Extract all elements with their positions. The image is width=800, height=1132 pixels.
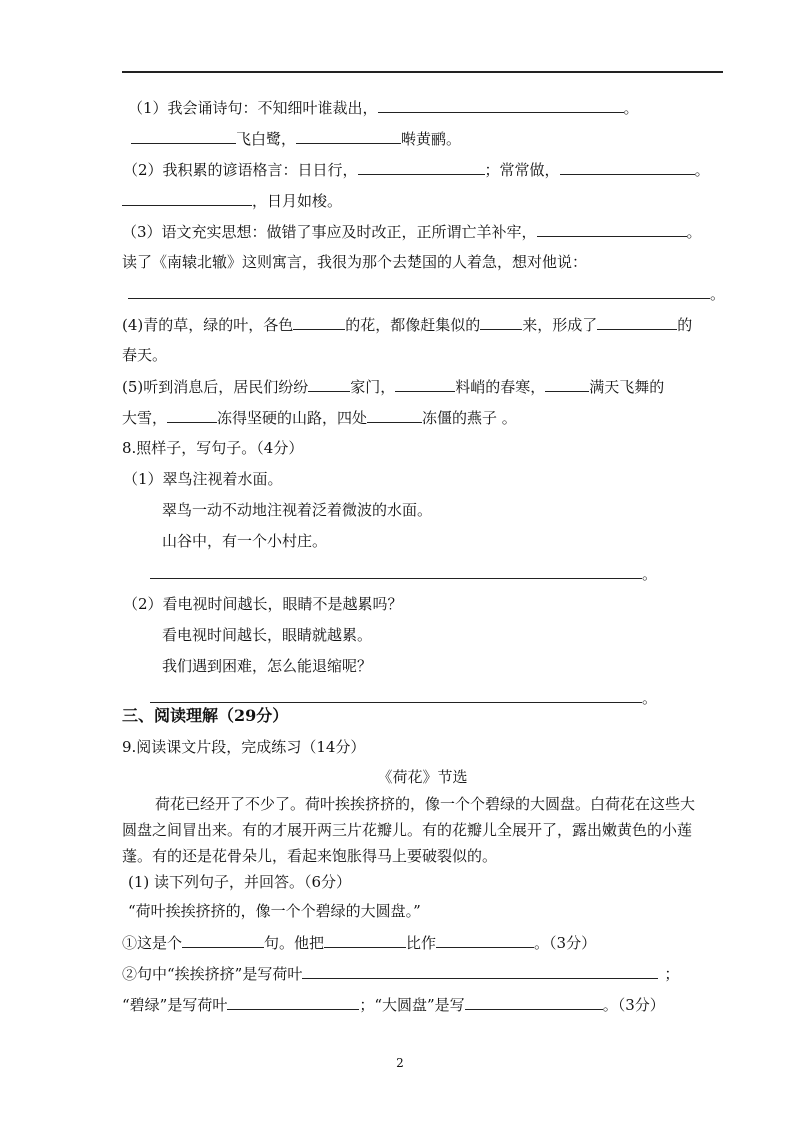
q7-line-3: （2）我积累的谚语格言：日日行， ；常常做， 。 (123, 161, 710, 179)
passage-line: 圆盘之间冒出来。有的才展开两三片花瓣儿。有的花瓣儿全展开了，露出嫩黄色的小莲 (122, 821, 693, 839)
q8-sentence-1: （1）翠鸟注视着水面。 (123, 470, 283, 488)
section-heading: 三、阅读理解（29分） (122, 706, 289, 725)
q9-answer-2: ②句中“挨挨挤挤”是写荷叶 ； (122, 965, 680, 983)
answer-blank[interactable] (302, 963, 658, 979)
answer-blank[interactable] (560, 159, 695, 175)
q8-example-2: 看电视时间越长，眼睛就越累。 (162, 626, 373, 644)
page-number: 2 (396, 1056, 404, 1070)
answer-blank[interactable] (122, 190, 252, 206)
q8-sentence-2: （2）看电视时间越长，眼睛不是越累吗？ (123, 595, 403, 613)
passage-title: 《荷花》节选 (377, 768, 468, 786)
q8-title: 8.照样子，写句子。（4分） (122, 439, 304, 457)
answer-blank[interactable] (545, 376, 589, 392)
answer-blank[interactable] (128, 283, 710, 299)
header-rule (122, 71, 723, 73)
answer-blank[interactable] (436, 932, 534, 948)
q7-line-2: 飞白鹭， 啭黄鹂。 (131, 128, 461, 149)
answer-blank[interactable] (308, 376, 350, 392)
answer-blank[interactable] (150, 563, 642, 579)
q7-line-6: 读了《南辕北辙》这则寓言，我很为那个去楚国的人着急，想对他说： (122, 253, 588, 271)
q9-answer-1: ①这是个 句。他把 比作 。（3分） (122, 934, 597, 952)
q7-line-10: (5)听到消息后，居民们纷纷 家门， 料峭的春寒， 满天飞舞的 (122, 378, 665, 396)
q8-question-2: 我们遇到困难，怎么能退缩呢？ (162, 657, 373, 675)
q7-line-7: 。 (128, 283, 725, 304)
q9-sub-question-1: (1) 读下列句子，并回答。（6分） (128, 873, 352, 891)
q7-line-11: 大雪， 冻得坚硬的山路，四处 冻僵的燕子 。 (122, 409, 517, 427)
q9-title: 9.阅读课文片段，完成练习（14分） (122, 738, 366, 756)
q7-line-4: ，日月如梭。 (122, 190, 342, 211)
passage-line: 蓬。有的还是花骨朵儿，看起来饱胀得马上要破裂似的。 (122, 847, 498, 865)
answer-blank[interactable] (324, 932, 406, 948)
answer-blank[interactable] (167, 407, 217, 423)
answer-blank[interactable] (358, 159, 485, 175)
q7-line-8: (4)青的草，绿的叶，各色 的花，都像赶集似的 来，形成了 的 (122, 316, 693, 334)
answer-blank[interactable] (227, 994, 359, 1010)
q9-answer-3: “碧绿”是写荷叶 ；“大圆盘”是写 。（3分） (122, 996, 665, 1014)
answer-blank[interactable] (537, 221, 687, 237)
answer-blank[interactable] (395, 376, 455, 392)
q8-answer-line-2: 。 (150, 687, 657, 708)
answer-blank[interactable] (597, 314, 677, 330)
answer-blank[interactable] (480, 314, 522, 330)
q7-line-1: （1）我会诵诗句：不知细叶谁裁出， 。 (128, 99, 639, 117)
q8-example-1: 翠鸟一动不动地注视着泛着微波的水面。 (162, 501, 433, 519)
answer-blank[interactable] (293, 314, 345, 330)
answer-blank[interactable] (378, 97, 624, 113)
q7-poem-prompt: （1）我会诵诗句：不知细叶谁裁出， (128, 99, 378, 117)
quoted-sentence: “荷叶挨挨挤挤的，像一个个碧绿的大圆盘。” (128, 902, 421, 920)
passage-line: 荷花已经开了不少了。荷叶挨挨挤挤的，像一个个碧绿的大圆盘。白荷花在这些大 (155, 795, 696, 813)
q8-question-1: 山谷中，有一个小村庄。 (162, 532, 328, 550)
answer-blank[interactable] (150, 687, 642, 703)
answer-blank[interactable] (182, 932, 264, 948)
q7-line-5: （3）语文充实思想：做错了事应及时改正，正所谓亡羊补牢， 。 (122, 223, 702, 241)
q7-line-9: 春天。 (122, 346, 168, 364)
answer-blank[interactable] (131, 128, 236, 144)
q8-answer-line-1: 。 (150, 563, 657, 584)
answer-blank[interactable] (296, 128, 401, 144)
answer-blank[interactable] (465, 994, 603, 1010)
answer-blank[interactable] (367, 407, 422, 423)
